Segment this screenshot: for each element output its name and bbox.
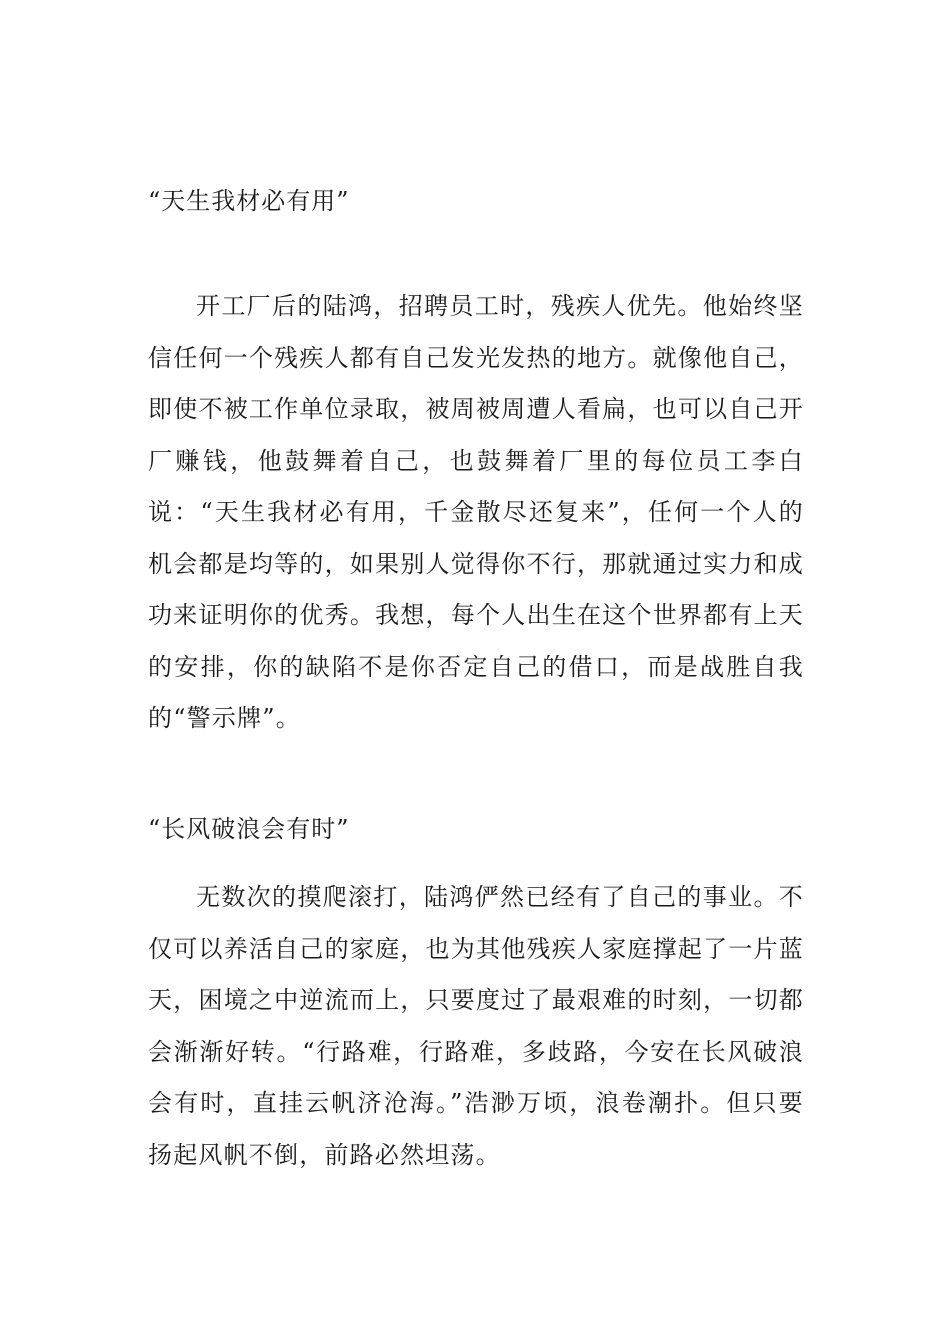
section-paragraph-1: 开工厂后的陆鸿，招聘员工时，残疾人优先。他始终坚信任何一个残疾人都有自己发光发热的地方。就像他自己，即使不被工作单位录取，被周被周遭人看扁，也可以自己开厂赚钱，他鼓舞着自己，也鼓舞着厂里的每位员工李白说：“天生我材必有用，千金散尽还复来”，任何一个人的机会都是均等的，如果别人觉得你不行，那就通过实力和成功来证明你的优秀。我想，每个人出生在这个世界都有上天的安排，你的缺陷不是你否定自己的借口，而是战胜自我的“警示牌”。 [148, 292, 804, 732]
section-heading-2: “长风破浪会有时” [148, 815, 350, 843]
section-paragraph-2: 无数次的摸爬滚打，陆鸿俨然已经有了自己的事业。不仅可以养活自己的家庭，也为其他残疾人家庭撑起了一片蓝天，困境之中逆流而上，只要度过了最艰难的时刻，一切都会渐渐好转。“行路难，行路难，多歧路，今安在长风破浪会有时，直挂云帆济沧海。”浩渺万顷，浪卷潮扑。但只要扬起风帆不倒，前路必然坦荡。 [148, 883, 804, 1169]
section-heading-1: “天生我材必有用” [148, 187, 350, 215]
